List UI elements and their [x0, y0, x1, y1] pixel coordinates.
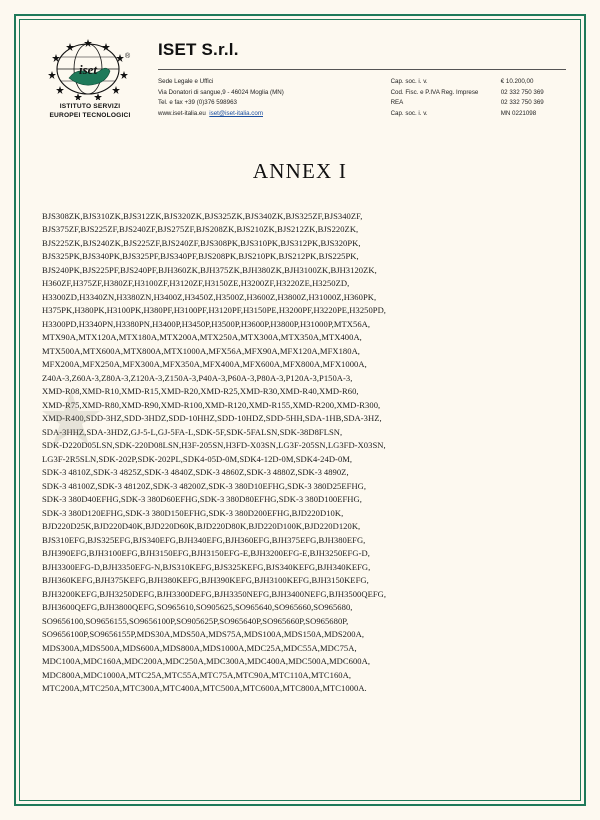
product-code-line: SO9656100,SO9656155,SO9656100P,SO905625P,SO965640P,SO965660P,SO965680P,	[42, 615, 349, 626]
product-code-line: MTX500A,MTX600A,MTX800A,MTX1000A,MFX56A,MFX90A,MFX120A,MFX180A,	[42, 345, 360, 356]
globe-stars-icon	[47, 38, 133, 100]
company-info-table	[158, 76, 566, 120]
page-title: ANNEX I	[252, 158, 348, 183]
info-right: MN 0221098	[500, 110, 537, 118]
product-code-line: BJS240PK,BJS225PF,BJS240PF,BJH360ZK,BJH375ZK,BJH380ZK,BJH3100ZK,BJH3120ZK,	[42, 264, 377, 275]
product-code-line: XMD-R08,XMD-R10,XMD-R15,XMD-R20,XMD-R25,XMD-R30,XMD-R40,XMD-R60,	[42, 386, 359, 397]
info-mid: Cod. Fisc. e P.IVA Reg. Imprese	[390, 88, 479, 96]
company-name: ISET S.r.l.	[158, 40, 239, 59]
product-code-line: MTC200A,MTC250A,MTC300A,MTC400A,MTC500A,MTC600A,MTC800A,MTC1000A.	[42, 683, 367, 694]
product-code-line: XMD-R400,SDD-3HZ,SDD-3HDZ,SDD-10HHZ,SDD-10HDZ,SDD-5HH,SDA-1HB,SDA-3HZ,	[42, 413, 382, 424]
info-left: Tel. e fax +39 (0)376 598963	[158, 99, 237, 107]
product-code-line: BJS225ZK,BJS240ZK,BJS225ZF,BJS240ZF,BJS308PK,BJS310PK,BJS312PK,BJS320PK,	[42, 237, 361, 248]
product-code-line: H360ZF,H375ZF,H380ZF,H3100ZF,H3120ZF,H3150ZE,H3200ZF,H3220ZE,H3250ZD,	[42, 278, 350, 289]
product-code-line: H3300ZD,H3340ZN,H3380ZN,H3400Z,H3450Z,H3500Z,H3600Z,H3800Z,H31000Z,H360PK,	[42, 291, 377, 302]
product-code-line: BJH3200KEFG,BJH3250DEFG,BJH3300DEFG,BJH3350NEFG,BJH3400NEFG,BJH3500QEFG,	[42, 588, 387, 599]
product-code-line: BJH3300EFG-D,BJH3350EFG-N,BJS310KEFG,BJS325KEFG,BJS340KEFG,BJH340KEFG,	[42, 561, 371, 572]
product-code-line: BJD220D25K,BJD220D40K,BJD220D60K,BJD220D80K,BJD220D100K,BJD220D120K,	[42, 521, 361, 532]
product-code-line: MDC800A,MDC1000A,MTC25A,MTC55A,MTC75A,MTC90A,MTC110A,MTC160A,	[42, 669, 352, 680]
info-left: Sede Legale e Uffici	[158, 77, 214, 85]
table-row	[158, 76, 566, 87]
product-code-line: Z40A-3,Z60A-3,Z80A-3,Z120A-3,Z150A-3,P40A-3,P60A-3,P80A-3,P120A-3,P150A-3,	[42, 372, 353, 383]
page-content	[34, 30, 566, 696]
product-code-line: H375PK,H380PK,H3100PK,H380PF,H3100PF,H3120PF,H3150PE,H3200PF,H3220PE,H3250PD,	[42, 305, 386, 316]
header-divider	[158, 69, 566, 70]
info-left: Via Donatori di sangue,9 - 46024 Moglia (MN)	[158, 88, 284, 96]
info-right: € 10.200,00	[500, 77, 534, 85]
info-mid: Cap. soc. i. v.	[390, 110, 428, 118]
company-details	[158, 38, 566, 120]
table-row	[158, 109, 566, 120]
product-code-line: SDA-3HHZ,SDA-3HDZ,GJ-5-L,GJ-5FA-L,SDK-5F,SDK-5FALSN,SDK-38D8FLSN,	[42, 426, 343, 437]
product-code-line: BJS310EFG,BJS325EFG,BJS340EFG,BJH340EFG,BJH360EFG,BJH375EFG,BJH380EFG,	[42, 534, 366, 545]
info-mid: REA	[390, 99, 404, 107]
product-code-line: SDK-3 380D40EFHG,SDK-3 380D60EFHG,SDK-3 380D80EFHG,SDK-3 380D100EFHG,	[42, 494, 362, 505]
info-right: 02 332 750 369	[500, 99, 544, 107]
table-row	[158, 98, 566, 109]
body-section	[34, 210, 566, 696]
product-code-line: BJH3600QEFG,BJH3800QEFG,SO965610,SO905625,SO965640,SO965660,SO965680,	[42, 602, 353, 613]
table-row	[158, 87, 566, 98]
product-code-line: MDC100A,MDC160A,MDC200A,MDC250A,MDC300A,MDC400A,MDC500A,MDC600A,	[42, 656, 371, 667]
product-code-line: XMD-R75,XMD-R80,XMD-R90,XMD-R100,XMD-R120,XMD-R155,XMD-R200,XMD-R300,	[42, 399, 381, 410]
product-code-line: MFX200A,MFX250A,MFX300A,MFX350A,MFX400A,MFX600A,MFX800A,MFX1000A,	[42, 359, 367, 370]
logo-caption-line-1: ISTITUTO SERVIZI	[59, 103, 121, 110]
product-code-line: SDK-3 4810Z,SDK-3 4825Z,SDK-3 4840Z,SDK-3 4860Z,SDK-3 4880Z,SDK-3 4890Z,	[42, 467, 349, 478]
product-code-line: BJS325PK,BJS340PK,BJS325PF,BJS340PF,BJS208PK,BJS210PK,BJS212PK,BJS225PK,	[42, 251, 359, 262]
product-code-line: LG3F-2R5SLN,SDK-202P,SDK-202PL,SDK4-05D-0M,SDK4-12D-0M,SDK4-24D-0M,	[42, 453, 353, 464]
logo-caption-line-2: EUROPEI TECNOLOGICI	[49, 111, 131, 119]
product-code-line: MDS300A,MDS500A,MDS600A,MDS800A,MDS1000A,MDC25A,MDC55A,MDC75A,	[42, 642, 357, 653]
product-code-line: BJH390EFG,BJH3100EFG,BJH3150EFG,BJH3150EFG-E,BJH3200EFG-E,BJH3250EFG-D,	[42, 548, 370, 559]
svg-text:iset: iset	[78, 62, 98, 77]
company-logo	[34, 38, 146, 121]
svg-text:®: ®	[125, 53, 131, 60]
product-code-line: SO9656100P,SO9656155P,MDS30A,MDS50A,MDS75A,MDS100A,MDS150A,MDS200A,	[42, 629, 365, 640]
product-code-line: BJH360KEFG,BJH375KEFG,BJH380KEFG,BJH390KEFG,BJH3100KEFG,BJH3150KEFG,	[42, 575, 369, 586]
logo-caption	[34, 103, 146, 121]
product-code-line: H3300PD,H3340PN,H3380PN,H3400P,H3450P,H3500P,H3600P,H3800P,H31000P,MTX56A,	[42, 318, 371, 329]
product-code-line: BJS375ZF,BJS225ZF,BJS240ZF,BJS275ZF,BJS208ZK,BJS210ZK,BJS212ZK,BJS220ZK,	[42, 224, 359, 235]
product-code-line: SDK-D220D05LSN,SDK-220D08LSN,H3F-205SN,H3FD-X03SN,LG3F-205SN,LG3FD-X03SN,	[42, 440, 386, 451]
website-text: www.iset-italia.eu	[158, 110, 206, 118]
info-mid: Cap. soc. i. v.	[390, 77, 428, 85]
info-right: 02 332 750 369	[500, 88, 544, 96]
info-left-website	[158, 109, 391, 120]
letterhead	[34, 30, 566, 121]
product-code-line: SDK-3 48100Z,SDK-3 48120Z,SDK-3 48200Z,SDK-3 380D10EFHG,SDK-3 380D25EFHG,	[42, 480, 367, 491]
product-code-line: BJS308ZK,BJS310ZK,BJS312ZK,BJS320ZK,BJS325ZK,BJS340ZK,BJS325ZF,BJS340ZF,	[42, 210, 363, 221]
product-code-line: SDK-3 380D120EFHG,SDK-3 380D150EFHG,SDK-3 380D200EFHG,BJD220D10K,	[42, 507, 344, 518]
email-link[interactable]: iset@iset-italia.com	[209, 110, 263, 118]
product-code-line: MTX90A,MTX120A,MTX180A,MTX200A,MTX250A,MTX300A,MTX350A,MTX400A,	[42, 332, 362, 343]
product-code-list	[42, 210, 560, 696]
